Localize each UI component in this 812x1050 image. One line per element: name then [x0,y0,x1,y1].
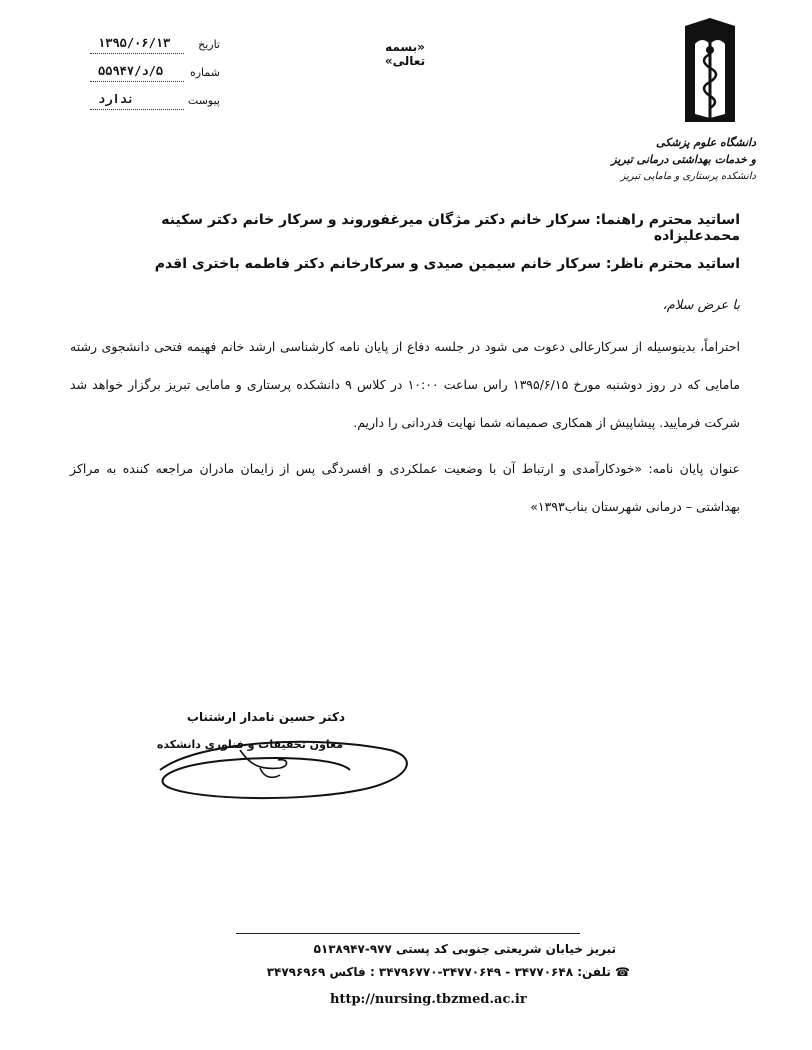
greeting: با عرض سلام، [662,298,740,313]
bismillah-header: «بسمه تعالی» [384,40,426,68]
advisors-line: اساتید محترم راهنما: سرکار خانم دکتر مژگان میرغفوروند و سرکار خانم دکتر سکینه محمدعلیزاده [161,212,740,244]
footer-phones [267,965,630,979]
logo-faculty-name: دانشکده پرستاری و مامایی تبریز [620,171,756,182]
attachment-field [80,94,220,112]
logo-university-name: دانشگاه علوم پزشکی [656,136,756,149]
logo-university-subtitle: و خدمات بهداشتی درمانی تبریز [611,153,756,166]
date-field [80,38,220,56]
footer-phone-numbers: تلفن: ۳۴۷۷۰۶۴۸ - ۳۴۷۷۰۶۴۹-۳۴۷۹۶۷۷۰ : فاکس ۳۴۷۹۶۹۶۹ [266,965,611,979]
letter-number-field [80,66,220,84]
university-logo [611,18,780,188]
signatory-role: معاون تحقیقات و فناوری دانشکده [156,738,344,751]
university-emblem-icon [640,18,780,133]
invitation-paragraph: احتراماً، بدینوسیله از سرکارعالی دعوت می شود در جلسه دفاع از پایان نامه کارشناسی ارشد خانم فهیمه فتحی دانشجوی رشته مامایی که در روز دوشنبه مورخ ۱۳۹۵/۶/۱۵ راس ساعت ۱۰:۰۰ در کلاس ۹ دانشکده پرستاری و مامایی تبریز برگزار خواهد شد شرکت فرمایید. پیشاپیش از همکاری صمیمانه شما نهایت قدردانی را داریم. [70,339,740,430]
footer-website-link[interactable]: http://nursing.tbzmed.ac.ir [330,992,527,1007]
signatory-name: دکتر حسین نامدار ارشتناب [186,710,346,724]
telephone-icon: ☎ [615,965,630,979]
letter-number-label: شماره [189,66,220,79]
letter-number-dotted-line [90,81,184,82]
date-value: ۱۳۹۵/۰۶/۱۳ [98,36,171,50]
attachment-label: پیوست [187,94,220,107]
thesis-title-paragraph: عنوان پایان نامه: «خودکارآمدی و ارتباط آن با وضعیت عملکردی و افسردگی پس از زایمان مادران مراجعه کننده به مراکز بهداشتی – درمانی شهرستان بناب۱۳۹۳» [70,461,740,514]
date-label: تاریخ [198,38,220,51]
attachment-value: ندارد [98,92,135,106]
date-dotted-line [90,53,184,54]
handwritten-signature [140,720,440,820]
observers-line: اساتید محترم ناظر: سرکار خانم سیمین صیدی و سرکارخانم دکتر فاطمه باختری اقدم [154,256,740,272]
letter-number-value: ۵/د/۵۵۹۴۷ [98,64,164,78]
attachment-dotted-line [90,109,184,110]
footer-divider [236,933,580,934]
footer-address: تبریز خیابان شریعتی جنوبی کد پستی ۹۷۷-۵۱۳۸۹۴۷ [313,942,616,956]
